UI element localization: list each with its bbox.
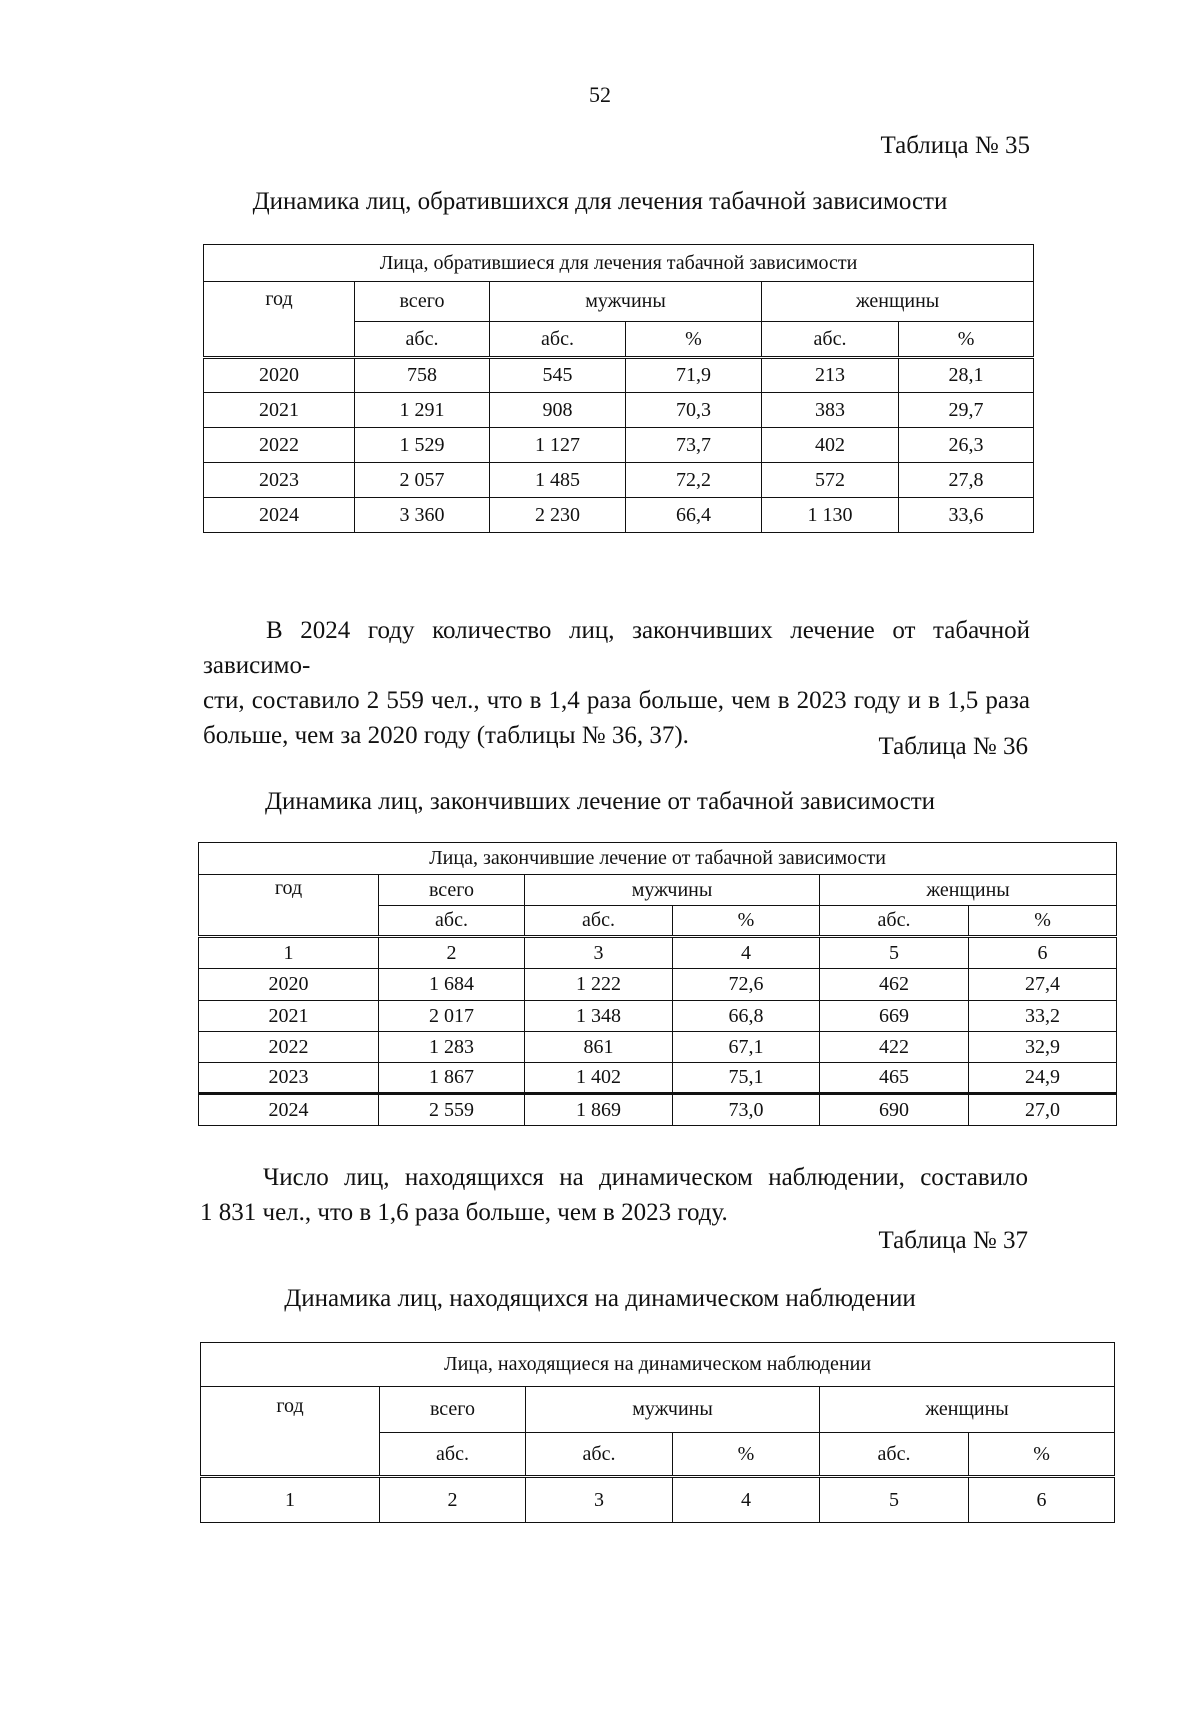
cell-total: 1 529 xyxy=(355,428,490,463)
subheader-abs: абс. xyxy=(355,322,490,358)
cell-women-abs: 383 xyxy=(762,393,899,428)
subheader-abs: абс. xyxy=(762,322,899,358)
table-group-header: Лица, находящиеся на динамическом наблюдении xyxy=(201,1343,1115,1387)
cell-men-abs: 1 485 xyxy=(490,463,626,498)
cell-women-abs: 1 130 xyxy=(762,498,899,533)
cell-men-pct: 70,3 xyxy=(626,393,762,428)
column-header-total: всего xyxy=(380,1387,526,1433)
cell-men-pct: 72,6 xyxy=(673,969,820,1001)
subheader-percent: % xyxy=(673,906,820,937)
cell-men-pct: 66,4 xyxy=(626,498,762,533)
cell-men-abs: 1 348 xyxy=(525,1001,673,1032)
subheader-abs: абс. xyxy=(820,906,969,937)
paragraph-line: сти, составило 2 559 чел., что в 1,4 раза больше, чем в 2023 году и в 1,5 раза xyxy=(203,687,1030,714)
page-number: 52 xyxy=(589,82,611,107)
cell-men-abs: 1 127 xyxy=(490,428,626,463)
column-header-year: год xyxy=(199,875,379,937)
subheader-abs: абс. xyxy=(380,1433,526,1477)
cell-women-pct: 32,9 xyxy=(969,1032,1117,1063)
cell-women-abs: 422 xyxy=(820,1032,969,1063)
table-group-header: Лица, обратившиеся для лечения табачной зависимости xyxy=(204,245,1034,282)
column-number: 1 xyxy=(201,1477,380,1523)
cell-men-pct: 67,1 xyxy=(673,1032,820,1063)
column-header-total: всего xyxy=(379,875,525,906)
cell-year: 2021 xyxy=(199,1001,379,1032)
subheader-percent: % xyxy=(969,906,1117,937)
column-number: 3 xyxy=(526,1477,673,1523)
cell-total: 758 xyxy=(355,358,490,393)
cell-total: 1 283 xyxy=(379,1032,525,1063)
column-number-row xyxy=(199,937,1117,969)
cell-year: 2023 xyxy=(199,1063,379,1094)
cell-women-pct: 27,0 xyxy=(969,1094,1117,1126)
cell-year: 2022 xyxy=(199,1032,379,1063)
cell-total: 2 017 xyxy=(379,1001,525,1032)
table-row xyxy=(204,393,1034,428)
column-number: 6 xyxy=(969,937,1117,969)
cell-men-pct: 73,7 xyxy=(626,428,762,463)
cell-total: 1 867 xyxy=(379,1063,525,1094)
subheader-percent: % xyxy=(626,322,762,358)
paragraph-line: Число лиц, находящихся на динамическом наблюдении, составило xyxy=(263,1164,1028,1191)
column-number: 5 xyxy=(820,1477,969,1523)
paragraph-line: 1 831 чел., что в 1,6 раза больше, чем в 2023 году. xyxy=(200,1199,728,1226)
table-row xyxy=(199,1094,1117,1126)
table-row xyxy=(204,498,1034,533)
column-header-men: мужчины xyxy=(490,282,762,322)
cell-men-pct: 72,2 xyxy=(626,463,762,498)
cell-women-abs: 690 xyxy=(820,1094,969,1126)
column-number: 4 xyxy=(673,937,820,969)
paragraph-dynamic-observation xyxy=(200,1160,1028,1230)
table-37-label: Таблица № 37 xyxy=(878,1227,1028,1254)
table-36-title: Динамика лиц, закончивших лечение от табачной зависимости xyxy=(264,788,936,815)
column-number: 5 xyxy=(820,937,969,969)
cell-women-abs: 669 xyxy=(820,1001,969,1032)
subheader-abs: абс. xyxy=(526,1433,673,1477)
cell-year: 2023 xyxy=(204,463,355,498)
cell-women-pct: 24,9 xyxy=(969,1063,1117,1094)
table-row xyxy=(199,1032,1117,1063)
subheader-percent: % xyxy=(673,1433,820,1477)
paragraph-line: больше, чем за 2020 году (таблицы № 36, 37). xyxy=(203,722,689,749)
column-header-year: год xyxy=(204,282,355,358)
column-header-women: женщины xyxy=(820,1387,1115,1433)
table-header-row xyxy=(201,1343,1115,1387)
table-36-label: Таблица № 36 xyxy=(878,733,1028,760)
cell-total: 2 057 xyxy=(355,463,490,498)
cell-women-pct: 33,2 xyxy=(969,1001,1117,1032)
cell-men-abs: 1 402 xyxy=(525,1063,673,1094)
column-header-women: женщины xyxy=(762,282,1034,322)
paragraph-completed-treatment xyxy=(203,613,1030,753)
table-row xyxy=(199,1001,1117,1032)
cell-men-abs: 1 222 xyxy=(525,969,673,1001)
cell-women-pct: 27,8 xyxy=(899,463,1034,498)
table-row xyxy=(199,1063,1117,1094)
table-header-row xyxy=(204,282,1034,322)
column-number: 1 xyxy=(199,937,379,969)
table-37 xyxy=(200,1342,1115,1523)
cell-women-pct: 33,6 xyxy=(899,498,1034,533)
column-header-women: женщины xyxy=(820,875,1117,906)
cell-total: 3 360 xyxy=(355,498,490,533)
cell-men-abs: 545 xyxy=(490,358,626,393)
table-37-title: Динамика лиц, находящихся на динамическом наблюдении xyxy=(284,1285,916,1312)
cell-women-abs: 465 xyxy=(820,1063,969,1094)
cell-women-pct: 29,7 xyxy=(899,393,1034,428)
cell-women-abs: 462 xyxy=(820,969,969,1001)
cell-men-pct: 75,1 xyxy=(673,1063,820,1094)
cell-women-abs: 572 xyxy=(762,463,899,498)
table-header-row xyxy=(201,1387,1115,1433)
subheader-abs: абс. xyxy=(490,322,626,358)
table-35-label: Таблица № 35 xyxy=(880,132,1030,159)
cell-year: 2020 xyxy=(199,969,379,1001)
cell-women-pct: 28,1 xyxy=(899,358,1034,393)
subheader-abs: абс. xyxy=(820,1433,969,1477)
table-35 xyxy=(203,244,1034,533)
column-header-men: мужчины xyxy=(525,875,820,906)
table-group-header: Лица, закончившие лечение от табачной зависимости xyxy=(199,843,1117,875)
cell-women-abs: 213 xyxy=(762,358,899,393)
cell-men-abs: 2 230 xyxy=(490,498,626,533)
column-header-year: год xyxy=(201,1387,380,1477)
cell-year: 2020 xyxy=(204,358,355,393)
column-header-men: мужчины xyxy=(526,1387,820,1433)
paragraph-line: В 2024 году количество лиц, закончивших лечение от табачной зависимо- xyxy=(203,617,1030,679)
table-row xyxy=(204,463,1034,498)
column-number: 6 xyxy=(969,1477,1115,1523)
table-36 xyxy=(198,842,1117,1126)
table-row xyxy=(204,428,1034,463)
cell-total: 1 684 xyxy=(379,969,525,1001)
cell-men-pct: 66,8 xyxy=(673,1001,820,1032)
table-header-row xyxy=(199,843,1117,875)
cell-men-abs: 861 xyxy=(525,1032,673,1063)
column-number: 4 xyxy=(673,1477,820,1523)
cell-men-pct: 73,0 xyxy=(673,1094,820,1126)
table-header-row xyxy=(199,875,1117,906)
column-number-row xyxy=(201,1477,1115,1523)
column-header-total: всего xyxy=(355,282,490,322)
cell-year: 2024 xyxy=(199,1094,379,1126)
column-number: 3 xyxy=(525,937,673,969)
table-header-row xyxy=(204,245,1034,282)
cell-men-pct: 71,9 xyxy=(626,358,762,393)
subheader-percent: % xyxy=(899,322,1034,358)
cell-men-abs: 1 869 xyxy=(525,1094,673,1126)
table-row xyxy=(199,969,1117,1001)
subheader-abs: абс. xyxy=(525,906,673,937)
cell-men-abs: 908 xyxy=(490,393,626,428)
cell-total: 1 291 xyxy=(355,393,490,428)
column-number: 2 xyxy=(379,937,525,969)
cell-women-abs: 402 xyxy=(762,428,899,463)
cell-total: 2 559 xyxy=(379,1094,525,1126)
subheader-percent: % xyxy=(969,1433,1115,1477)
subheader-abs: абс. xyxy=(379,906,525,937)
table-35-title: Динамика лиц, обратившихся для лечения табачной зависимости xyxy=(252,188,948,215)
cell-women-pct: 27,4 xyxy=(969,969,1117,1001)
cell-year: 2022 xyxy=(204,428,355,463)
cell-women-pct: 26,3 xyxy=(899,428,1034,463)
table-row xyxy=(204,358,1034,393)
column-number: 2 xyxy=(380,1477,526,1523)
cell-year: 2021 xyxy=(204,393,355,428)
cell-year: 2024 xyxy=(204,498,355,533)
